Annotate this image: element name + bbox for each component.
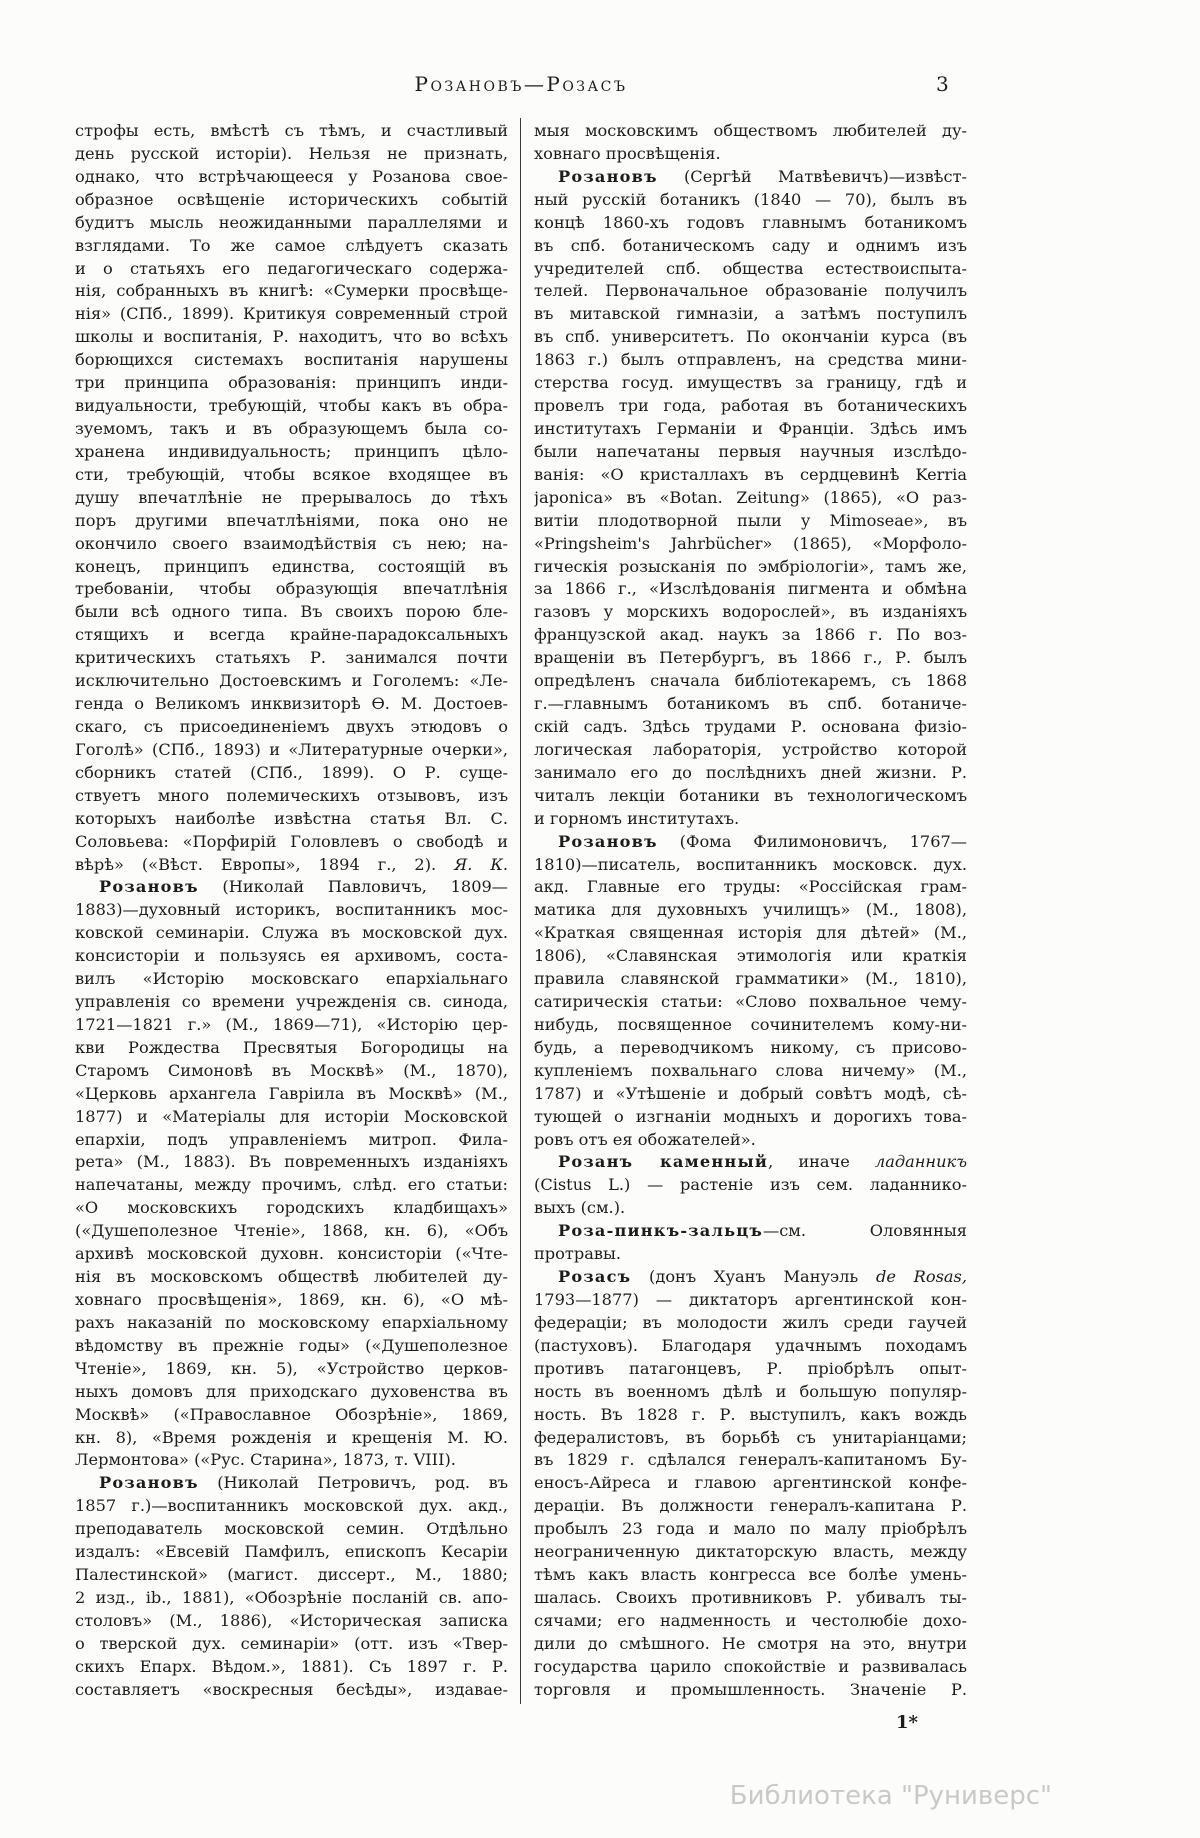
text-line: дили до смѣшного. Не смотря на это, внутри: [534, 1633, 967, 1653]
text-line: ровъ отъ ея обожателей».: [534, 1129, 756, 1149]
text-line: ковской семинаріи. Служа въ московской дух.: [75, 923, 508, 943]
text-line: ванія: «О кристаллахъ въ сердцевинѣ Kerria: [534, 464, 967, 484]
text-line: правила славянской грамматики» (М., 1810),: [534, 969, 967, 989]
text-line: три принципа образованія: принципъ инди-: [75, 373, 508, 393]
text-line: Соловьева: «Порфирій Головлевъ о свободѣ и: [75, 831, 508, 851]
text-line: видуальности, требующій, чтобы какъ въ обра-: [75, 396, 508, 416]
text-line: скаго, съ присоединеніемъ двухъ этюдовъ о: [75, 716, 508, 736]
text-line: читалъ лекціи ботаники въ технологическомъ: [534, 785, 967, 805]
text-line: вилъ «Исторію московскаго епархіальнаго: [75, 969, 508, 989]
text-line: противъ патагонцевъ, Р. пріобрѣлъ опыт-: [534, 1358, 967, 1378]
text-line: хранена индивидуальность; принципъ цѣло-: [75, 441, 508, 461]
text-line: занимало его до послѣднихъ дней жизни. Р.: [534, 762, 967, 782]
text-line: тующей о изгнаніи модныхъ и дорогихъ това-: [534, 1106, 967, 1126]
text-line: провелъ три года, работая въ ботаническихъ: [534, 396, 967, 416]
text-line: газовъ у морскихъ водорослей», въ изданіяхъ: [534, 602, 967, 622]
text-line: пробылъ 23 года и мало по малу пріобрѣлъ: [534, 1519, 967, 1539]
text-line: скій садъ. Здѣсь трудами Р. основана физіо-: [534, 716, 967, 736]
text-line: витіи плодотворной пыли у Mimoseae», въ: [534, 510, 967, 530]
text-line: 1806), «Славянская этимологія или краткія: [534, 946, 967, 966]
text-line: Розановъ (Николай Павловичъ, 1809—: [99, 877, 508, 897]
text-line: еносъ-Айреса и главою аргентинской конфе-: [534, 1473, 967, 1493]
text-line: день русской исторіи). Нельзя не признать,: [75, 143, 508, 163]
text-line: («Душеполезное Чтеніе», 1868, кн. 6), «Объ: [75, 1221, 508, 1241]
text-line: стерства госуд. имуществъ за границу, гдѣ и: [534, 373, 967, 393]
text-line: школы и воспитанія, Р. находитъ, что во всѣхъ: [75, 327, 508, 347]
text-line: Розасъ (донъ Хуанъ Мануэль de Rosas,: [558, 1267, 967, 1287]
text-line: 1793—1877) — диктаторъ аргентинской кон-: [534, 1290, 967, 1310]
text-line: ный русскій ботаникъ (1840 — 70), былъ въ: [534, 189, 967, 209]
text-line: были напечатаны первыя научныя изслѣдо-: [534, 441, 967, 461]
text-line: федералистовъ, въ борьбѣ съ унитаріанцами;: [534, 1427, 967, 1447]
text-line: взглядами. То же самое слѣдуетъ сказать: [75, 235, 508, 255]
running-title: Розановъ—Розасъ: [414, 72, 628, 96]
text-line: вѣрѣ» («Вѣст. Европы», 1894 г., 2). Я. К.: [75, 854, 508, 874]
text-line: матика для духовныхъ училищъ» (М., 1808),: [534, 900, 967, 920]
text-line: мыя московскимъ обществомъ любителей ду-: [534, 121, 967, 140]
text-line: «Pringsheim's Jahrbücher» (1865), «Морфоло-: [534, 533, 967, 553]
text-line: 1787) и «Утѣшеніе и добрый совѣтъ модѣ, сѣ-: [534, 1083, 967, 1103]
text-line: ность въ военномъ дѣлѣ и большую популяр-: [534, 1381, 967, 1401]
text-line: купленіемъ похвальнаго слова ничему» (М.,: [534, 1060, 967, 1080]
text-line: Старомъ Симоновѣ въ Москвѣ» (М., 1870),: [75, 1060, 508, 1080]
text-line: будь, а переводчикомъ никому, съ присово-: [534, 1037, 967, 1057]
text-line: сячами; его надменность и честолюбіе дохо-: [534, 1610, 967, 1630]
text-line: управленія со времени учрежденія св. синода,: [75, 992, 508, 1012]
text-line: Чтеніе», 1869, кн. 5), «Устройство церков-: [75, 1358, 508, 1378]
text-line: строфы есть, вмѣстѣ съ тѣмъ, и счастливый: [75, 121, 508, 140]
text-line: Розановъ (Сергѣй Матвѣевичъ)—извѣст-: [558, 166, 967, 186]
entry-headword: Розановъ: [558, 166, 658, 186]
text-line: ствуетъ много полемическихъ отзывовъ, изъ: [75, 785, 508, 805]
entry-headword: Розановъ: [99, 877, 199, 897]
text-line: 1721—1821 г.» (М., 1869—71), «Исторію цер-: [75, 1014, 508, 1034]
text-line: кви Рождества Пресвятыя Богородицы на: [75, 1037, 508, 1057]
text-line: за 1866 г., «Изслѣдованія пигмента и обмѣна: [534, 579, 967, 599]
text-line: епархіи, подъ управленіемъ митроп. Фила-: [75, 1129, 508, 1149]
text-line: учредителей спб. общества естествоиспыта-: [534, 258, 967, 278]
text-line: (Cistus L.) — растеніе изъ сем. ладаннико-: [534, 1175, 967, 1195]
text-line: будитъ мысль неожиданными параллелями и: [75, 212, 508, 232]
text-line: Розановъ (Николай Петровичъ, род. въ: [99, 1473, 508, 1493]
text-line: сти, требующій, чтобы всякое входящее въ: [75, 464, 508, 484]
text-line: 1883)—духовный историкъ, воспитанникъ мос-: [75, 900, 508, 920]
library-watermark: Библиотека "Руниверс": [729, 1781, 1052, 1811]
text-line: были всѣ одного типа. Въ своихъ порою бле-: [75, 602, 508, 622]
text-line: стящихъ и всегда крайне-парадоксальныхъ: [75, 625, 508, 645]
text-line: въ спб. ботаническомъ саду и однимъ изъ: [534, 235, 967, 255]
text-line: сатирическія статьи: «Слово похвальное чему-: [534, 992, 967, 1012]
page-number: 3: [936, 72, 950, 96]
text-line: опредѣленъ сначала библіотекаремъ, съ 1868: [534, 671, 967, 691]
text-line: окончило своего взаимодѣйствія съ нею; на-: [75, 533, 508, 553]
text-line: напечатаны, между прочимъ, слѣд. его статьи:: [75, 1175, 508, 1195]
text-line: рета» (М., 1883). Въ повременныхъ изданіяхъ: [75, 1152, 508, 1172]
left-column: [75, 120, 508, 1702]
text-line: г.—главнымъ ботаникомъ въ спб. ботаниче-: [534, 694, 967, 714]
text-line: концѣ 1860-хъ годовъ главнымъ ботаникомъ: [534, 212, 967, 232]
text-line: борющихся системахъ воспитанія нарушены: [75, 350, 508, 370]
text-line: нія въ московскомъ обществѣ любителей ду-: [75, 1267, 508, 1287]
text-line: (пастуховъ). Благодаря удачнымъ походамъ: [534, 1335, 967, 1355]
entry-headword: Розановъ: [558, 831, 658, 851]
text-line: преподаватель московской семин. Отдѣльно: [75, 1519, 508, 1539]
text-line: протравы.: [534, 1244, 622, 1264]
text-line: нибудь, посвященное сочинителемъ кому-ни-: [534, 1014, 967, 1034]
text-line: федераціи; въ молодости жилъ среди гаучей: [534, 1312, 967, 1332]
text-line: которыхъ наиболѣе извѣстна статья Вл. С.: [75, 808, 508, 828]
page-header: [75, 72, 967, 96]
text-line: и горномъ институтахъ.: [534, 808, 740, 828]
entry-headword: Розанъ каменный: [558, 1152, 769, 1172]
text-line: Розанъ каменный, иначе ладанникъ: [558, 1152, 967, 1172]
text-line: ховнаго просвѣщенія.: [534, 143, 721, 163]
text-line: нія» (СПб., 1899). Критикуя современный строй: [75, 304, 508, 324]
text-line: japonica» въ «Botan. Zeitung» (1865), «О раз-: [534, 487, 967, 507]
text-line: выхъ (см.).: [534, 1198, 626, 1218]
text-line: образное освѣщеніе историческихъ событій: [75, 189, 508, 209]
text-line: издалъ: «Евсевій Памфилъ, епископъ Кесаріи: [75, 1542, 508, 1562]
text-line: душу впечатлѣніе не прерывалось до тѣхъ: [75, 487, 508, 507]
text-line: однако, что встрѣчающееся у Розанова свое-: [75, 166, 508, 186]
text-line: французской акад. наукъ за 1866 г. По воз-: [534, 625, 967, 645]
text-line: акд. Главные его труды: «Россійская грам-: [534, 877, 967, 897]
text-line: кн. 8), «Время рожденія и крещенія М. Ю.: [75, 1427, 508, 1447]
text-line: вѣдомству въ прежніе годы» («Душеполезное: [75, 1335, 508, 1355]
text-line: Роза-пинкъ-зальцъ—см. Оловянныя: [558, 1221, 967, 1241]
text-line: 1810)—писатель, воспитанникъ московск. дух.: [534, 854, 967, 874]
text-line: 1857 г.)—воспитанникъ московской дух. акд.,: [75, 1496, 508, 1516]
text-line: архивѣ московской духовн. консисторіи («Чте-: [75, 1244, 508, 1264]
text-line: торговля и промышленность. Значеніе Р.: [534, 1679, 967, 1699]
text-line: нія, собранныхъ въ книгѣ: «Сумерки просвѣще-: [75, 281, 508, 301]
text-line: ховнаго просвѣщенія», 1869, кн. 6), «О мѣ-: [75, 1290, 508, 1310]
text-line: 1863 г.) былъ отправленъ, на средства мини-: [534, 350, 967, 370]
text-line: «Церковь архангела Гавріила въ Москвѣ» (М.,: [75, 1083, 508, 1103]
column-divider-rule: [520, 118, 521, 1704]
text-line: тѣмъ какъ власть конгресса все болѣе умень-: [534, 1565, 967, 1585]
text-line: въ 1829 г. сдѣлался генералъ-капитаномъ Бу-: [534, 1450, 967, 1470]
text-line: исключительно Достоевскимъ и Гоголемъ: «Ле-: [75, 671, 508, 691]
text-line: требованіи, чтобы образующія впечатлѣнія: [75, 579, 508, 599]
text-line: сборникъ статей (СПб., 1899). О Р. суще-: [75, 762, 508, 782]
text-line: критическихъ статьяхъ Р. занимался почти: [75, 648, 508, 668]
text-line: неограниченную диктаторскую власть, между: [534, 1542, 967, 1562]
text-line: поръ другими впечатлѣніями, пока оно не: [75, 510, 508, 530]
text-line: о тверской дух. семинаріи» (отт. изъ «Твер-: [75, 1633, 508, 1653]
text-line: зуемомъ, такъ и въ образующемъ была со-: [75, 418, 508, 438]
text-line: въ митавской гимназіи, а затѣмъ поступилъ: [534, 304, 967, 324]
text-line: консисторіи и пользуясь ея архивомъ, соста-: [75, 946, 508, 966]
text-line: «Краткая священная исторія для дѣтей» (М.,: [534, 923, 967, 943]
entry-headword: Роза-пинкъ-зальцъ: [558, 1221, 764, 1241]
text-line: шалась. Своихъ противниковъ Р. убивалъ ты-: [534, 1588, 967, 1607]
text-line: «О московскихъ городскихъ кладбищахъ»: [75, 1198, 508, 1218]
text-line: 2 изд., ib., 1881), «Обозрѣніе посланій св. апо-: [75, 1588, 508, 1607]
text-line: логическая лабораторія, устройство которой: [534, 739, 967, 759]
text-line: телей. Первоначальное образованіе получилъ: [534, 281, 967, 301]
text-line: рахъ наказаній по московскому епархіальному: [75, 1312, 508, 1332]
text-line: Лермонтова» («Рус. Старина», 1873, т. VIII).: [75, 1450, 456, 1470]
text-line: ныхъ домовъ для приходскаго духовенства въ: [75, 1381, 508, 1401]
text-line: составляетъ «воскресныя бесѣды», издавае-: [75, 1679, 508, 1699]
text-line: Москвѣ» («Православное Обозрѣніе», 1869,: [75, 1404, 508, 1424]
text-line: 1877) и «Матеріалы для исторіи Московской: [75, 1106, 508, 1126]
text-line: Гоголѣ» (СПб., 1893) и «Литературные очерки»,: [75, 739, 508, 759]
signature-mark: 1*: [896, 1712, 918, 1733]
text-line: государства царило спокойствіе и развивалась: [534, 1656, 967, 1676]
text-line: ность. Въ 1828 г. Р. выступилъ, какъ вождь: [534, 1404, 967, 1424]
text-line: гическія розысканія по эмбріологіи», тамъ же,: [534, 556, 967, 576]
text-line: конецъ, принципъ единства, состоящій въ: [75, 556, 508, 576]
text-line: столовъ» (М., 1886), «Историческая записка: [75, 1610, 508, 1630]
text-line: вращеніи въ Петербургъ, въ 1866 г., Р. былъ: [534, 648, 967, 668]
text-line: и о статьяхъ его педагогическаго содержа-: [75, 258, 508, 278]
entry-headword: Розасъ: [558, 1267, 632, 1287]
text-line: дераціи. Въ должности генералъ-капитана Р.: [534, 1496, 967, 1516]
text-line: институтахъ Германіи и Франціи. Здѣсь имъ: [534, 418, 967, 438]
text-line: скихъ Епарх. Вѣдом.», 1881). Съ 1897 г. Р.: [75, 1656, 508, 1676]
text-line: Розановъ (Фома Филимоновичъ, 1767—: [558, 831, 967, 851]
right-column: [534, 120, 967, 1702]
text-line: генда о Великомъ инквизиторѣ Ѳ. М. Достоев-: [75, 694, 508, 714]
entry-headword: Розановъ: [99, 1473, 199, 1493]
text-line: въ спб. университетъ. По окончаніи курса (въ: [534, 327, 967, 347]
text-line: Палестинской» (магист. диссерт., М., 1880;: [75, 1565, 508, 1585]
